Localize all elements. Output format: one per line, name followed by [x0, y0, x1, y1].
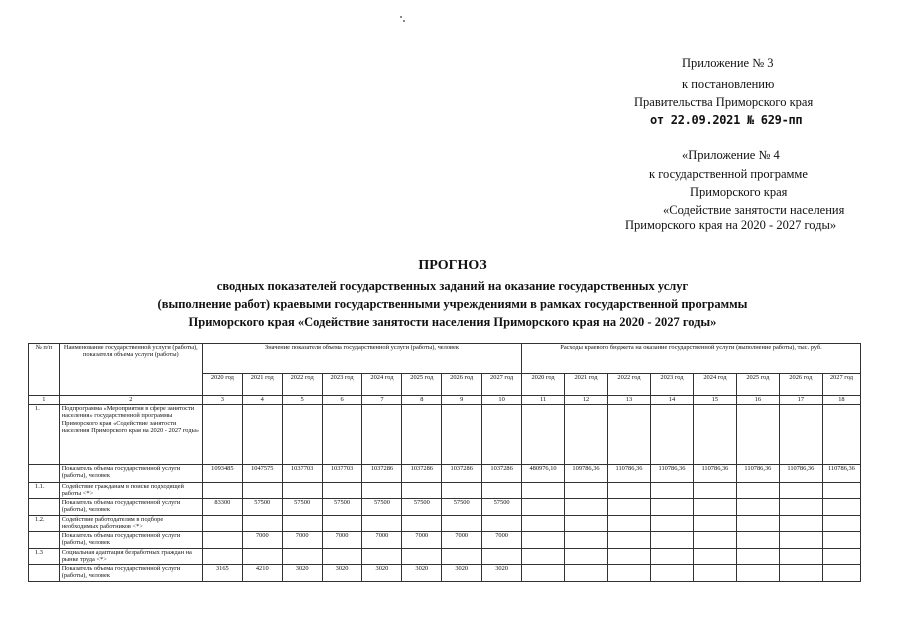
value-cell: 57500 — [362, 499, 402, 516]
value-cell — [565, 565, 608, 582]
row-number: 1.2. — [29, 516, 60, 532]
value-cell — [282, 516, 322, 532]
value-cell — [362, 405, 402, 465]
expense-year-header: 2025 год — [736, 374, 779, 396]
column-group-volume: Значение показателя объема государственной услуги (работы), человек — [202, 344, 521, 374]
value-cell — [402, 516, 442, 532]
value-cell — [522, 532, 565, 549]
value-cell — [779, 499, 822, 516]
value-cell — [565, 405, 608, 465]
value-cell — [693, 532, 736, 549]
value-cell — [736, 532, 779, 549]
volume-year-header: 2025 год — [402, 374, 442, 396]
value-cell — [202, 532, 242, 549]
table-row — [29, 549, 861, 565]
table-row — [29, 532, 861, 549]
value-cell — [650, 549, 693, 565]
value-cell — [522, 483, 565, 499]
value-cell — [693, 483, 736, 499]
value-cell — [202, 405, 242, 465]
row-name: Подпрограмма «Мероприятия в сфере занятости населения» государственной программы Приморского края «Содействие занятости населения Приморского края на 2020 - 2027 годы» — [59, 405, 202, 465]
value-cell: 7000 — [282, 532, 322, 549]
value-cell — [650, 516, 693, 532]
value-cell: 110786,36 — [779, 465, 822, 483]
value-cell — [522, 565, 565, 582]
value-cell — [779, 532, 822, 549]
value-cell — [242, 405, 282, 465]
value-cell — [362, 483, 402, 499]
value-cell — [362, 516, 402, 532]
value-cell — [736, 499, 779, 516]
column-number-cell: 9 — [442, 396, 482, 405]
value-cell — [608, 499, 651, 516]
column-number-cell: 8 — [402, 396, 442, 405]
value-cell — [736, 405, 779, 465]
value-cell: 4210 — [242, 565, 282, 582]
expense-year-header: 2027 год — [822, 374, 860, 396]
value-cell: 7000 — [402, 532, 442, 549]
row-number: 1.3 — [29, 549, 60, 565]
value-cell — [822, 499, 860, 516]
expense-year-header: 2022 год — [608, 374, 651, 396]
value-cell — [608, 516, 651, 532]
value-cell — [522, 499, 565, 516]
value-cell — [322, 405, 362, 465]
value-cell — [779, 549, 822, 565]
table-row — [29, 565, 861, 582]
value-cell — [242, 516, 282, 532]
appendix-line: Правительства Приморского края — [634, 95, 814, 109]
value-cell — [322, 483, 362, 499]
value-cell — [608, 549, 651, 565]
column-number-cell: 13 — [608, 396, 651, 405]
table-row — [29, 465, 861, 483]
appendix-line: Приложение № 3 — [682, 56, 774, 70]
value-cell: 109786,36 — [565, 465, 608, 483]
value-cell: 110786,36 — [650, 465, 693, 483]
value-cell — [282, 549, 322, 565]
value-cell — [608, 532, 651, 549]
value-cell — [442, 483, 482, 499]
value-cell: 1037703 — [322, 465, 362, 483]
value-cell — [482, 483, 522, 499]
value-cell — [442, 405, 482, 465]
value-cell — [650, 499, 693, 516]
column-number-cell: 1 — [29, 396, 60, 405]
column-header-number: № п/п — [29, 344, 60, 396]
value-cell — [282, 405, 322, 465]
value-cell: 1037286 — [362, 465, 402, 483]
column-number-cell: 18 — [822, 396, 860, 405]
value-cell — [565, 516, 608, 532]
value-cell — [779, 405, 822, 465]
value-cell — [650, 565, 693, 582]
value-cell — [522, 405, 565, 465]
value-cell — [322, 549, 362, 565]
value-cell: 3020 — [362, 565, 402, 582]
value-cell — [650, 483, 693, 499]
value-cell: 83300 — [202, 499, 242, 516]
volume-year-header: 2022 год — [282, 374, 322, 396]
row-name: Показатель объема государственной услуги (работы), человек — [59, 532, 202, 549]
value-cell — [822, 516, 860, 532]
value-cell: 3020 — [322, 565, 362, 582]
expense-year-header: 2024 год — [693, 374, 736, 396]
value-cell: 3020 — [442, 565, 482, 582]
value-cell — [650, 405, 693, 465]
row-name: Показатель объема государственной услуги (работы), человек — [59, 465, 202, 483]
row-number — [29, 565, 60, 582]
value-cell: 57500 — [402, 499, 442, 516]
row-number — [29, 532, 60, 549]
value-cell — [693, 565, 736, 582]
value-cell — [482, 405, 522, 465]
value-cell — [442, 516, 482, 532]
value-cell — [822, 405, 860, 465]
appendix-date: от 22.09.2021 № 629-пп — [650, 113, 803, 127]
table-row — [29, 516, 861, 532]
value-cell — [736, 516, 779, 532]
appendix-line: к постановлению — [682, 77, 775, 91]
value-cell — [693, 405, 736, 465]
value-cell — [565, 483, 608, 499]
volume-year-header: 2020 год — [202, 374, 242, 396]
row-number: 1. — [29, 405, 60, 465]
value-cell: 57500 — [282, 499, 322, 516]
value-cell: 7000 — [322, 532, 362, 549]
volume-year-header: 2026 год — [442, 374, 482, 396]
value-cell — [402, 405, 442, 465]
program-line: «Приложение № 4 — [682, 148, 780, 162]
value-cell: 7000 — [242, 532, 282, 549]
expense-year-header: 2020 год — [522, 374, 565, 396]
column-number-cell: 5 — [282, 396, 322, 405]
value-cell — [282, 483, 322, 499]
row-name: Содействие гражданам в поиске подходящей работы <*> — [59, 483, 202, 499]
value-cell — [565, 532, 608, 549]
value-cell — [779, 565, 822, 582]
column-numbers-row — [29, 396, 861, 405]
column-number-cell: 15 — [693, 396, 736, 405]
program-line: к государственной программе — [649, 167, 808, 181]
value-cell — [779, 516, 822, 532]
column-number-cell: 10 — [482, 396, 522, 405]
value-cell: 57500 — [482, 499, 522, 516]
column-number-cell: 4 — [242, 396, 282, 405]
row-name: Социальная адаптация безработных граждан на рынке труда <*> — [59, 549, 202, 565]
row-number — [29, 465, 60, 483]
value-cell — [482, 516, 522, 532]
value-cell — [242, 483, 282, 499]
column-number-cell: 7 — [362, 396, 402, 405]
title-line: сводных показателей государственных заданий на оказание государственных услуг — [216, 279, 689, 293]
row-name: Показатель объема государственной услуги (работы), человек — [59, 499, 202, 516]
value-cell — [322, 516, 362, 532]
column-number-cell: 2 — [59, 396, 202, 405]
value-cell — [565, 499, 608, 516]
value-cell: 3020 — [482, 565, 522, 582]
column-number-cell: 6 — [322, 396, 362, 405]
column-number-cell: 17 — [779, 396, 822, 405]
value-cell — [202, 483, 242, 499]
value-cell: 3165 — [202, 565, 242, 582]
value-cell: 110786,36 — [822, 465, 860, 483]
value-cell — [522, 516, 565, 532]
document-title: ПРОГНОЗ — [418, 258, 487, 273]
volume-year-header: 2027 год — [482, 374, 522, 396]
value-cell — [402, 549, 442, 565]
value-cell: 110786,36 — [693, 465, 736, 483]
table-header-row — [29, 344, 861, 374]
program-line: Приморского края — [690, 185, 788, 199]
volume-year-header: 2021 год — [242, 374, 282, 396]
value-cell: 57500 — [442, 499, 482, 516]
column-number-cell: 14 — [650, 396, 693, 405]
value-cell — [736, 549, 779, 565]
value-cell — [736, 565, 779, 582]
value-cell — [822, 532, 860, 549]
value-cell: 1037286 — [402, 465, 442, 483]
value-cell — [242, 549, 282, 565]
expense-year-header: 2021 год — [565, 374, 608, 396]
value-cell — [442, 549, 482, 565]
row-name: Показатель объема государственной услуги (работы), человек — [59, 565, 202, 582]
title-line: Приморского края «Содействие занятости населения Приморского края на 2020 - 2027 годы» — [188, 315, 717, 329]
value-cell: 480976,10 — [522, 465, 565, 483]
value-cell: 1047575 — [242, 465, 282, 483]
value-cell — [202, 516, 242, 532]
column-group-expense: Расходы краевого бюджета на оказание государственной услуги (выполнение работы), тыс. руб. — [522, 344, 861, 374]
value-cell — [608, 483, 651, 499]
column-number-cell: 12 — [565, 396, 608, 405]
expense-year-header: 2026 год — [779, 374, 822, 396]
table-row — [29, 499, 861, 516]
value-cell — [736, 483, 779, 499]
value-cell: 110786,36 — [608, 465, 651, 483]
value-cell — [693, 499, 736, 516]
value-cell — [608, 565, 651, 582]
program-line: Приморского края на 2020 - 2027 годы» — [625, 218, 837, 232]
value-cell — [565, 549, 608, 565]
value-cell: 7000 — [362, 532, 402, 549]
scan-speck — [403, 20, 405, 22]
value-cell — [202, 549, 242, 565]
volume-year-header: 2024 год — [362, 374, 402, 396]
row-number: 1.1. — [29, 483, 60, 499]
value-cell — [402, 483, 442, 499]
value-cell — [693, 549, 736, 565]
value-cell: 110786,36 — [736, 465, 779, 483]
value-cell: 1093485 — [202, 465, 242, 483]
column-number-cell: 16 — [736, 396, 779, 405]
row-name: Содействие работодателям в подборе необходимых работников <*> — [59, 516, 202, 532]
expense-year-header: 2023 год — [650, 374, 693, 396]
value-cell — [650, 532, 693, 549]
value-cell — [522, 549, 565, 565]
value-cell: 3020 — [282, 565, 322, 582]
value-cell: 1037286 — [482, 465, 522, 483]
table-row — [29, 405, 861, 465]
column-number-cell: 3 — [202, 396, 242, 405]
value-cell — [362, 549, 402, 565]
value-cell — [693, 516, 736, 532]
table-row — [29, 483, 861, 499]
value-cell: 7000 — [482, 532, 522, 549]
value-cell: 1037286 — [442, 465, 482, 483]
volume-year-header: 2023 год — [322, 374, 362, 396]
value-cell — [779, 483, 822, 499]
value-cell: 7000 — [442, 532, 482, 549]
value-cell — [822, 549, 860, 565]
value-cell — [608, 405, 651, 465]
value-cell: 1037703 — [282, 465, 322, 483]
value-cell — [482, 549, 522, 565]
program-line: «Содействие занятости населения — [663, 203, 845, 217]
title-line: (выполнение работ) краевыми государственными учреждениями в рамках государственной программы — [157, 297, 748, 311]
forecast-table — [28, 343, 861, 582]
row-number — [29, 499, 60, 516]
value-cell: 57500 — [322, 499, 362, 516]
value-cell: 3020 — [402, 565, 442, 582]
column-header-name: Наименование государственной услуги (работы), показателя объема услуги (работы) — [59, 344, 202, 396]
column-number-cell: 11 — [522, 396, 565, 405]
value-cell — [822, 483, 860, 499]
value-cell — [822, 565, 860, 582]
scan-speck — [400, 16, 402, 18]
value-cell: 57500 — [242, 499, 282, 516]
